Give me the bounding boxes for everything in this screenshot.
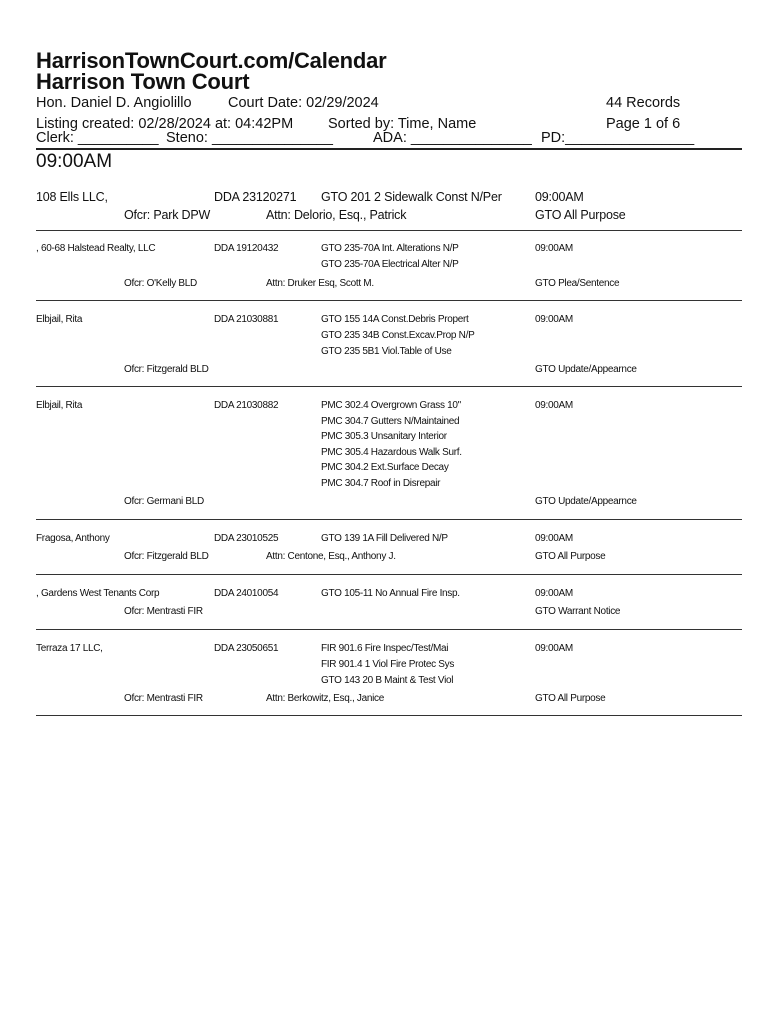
case-entry xyxy=(36,641,742,718)
docket-number: DDA 19120432 xyxy=(214,243,279,254)
hearing-purpose: GTO All Purpose xyxy=(535,551,606,562)
docket-number: DDA 23050651 xyxy=(214,643,279,654)
charge: PMC 305.4 Hazardous Walk Surf. xyxy=(321,446,462,458)
record-count: 44 Records xyxy=(606,95,681,111)
appearance-time: 09:00AM xyxy=(535,243,573,254)
docket-number: DDA 21030881 xyxy=(214,314,279,325)
defendant-name: Elbjail, Rita xyxy=(36,314,83,325)
judge-name: Hon. Daniel D. Angiolillo xyxy=(36,95,192,111)
charge: GTO 155 14A Const.Debris Propert xyxy=(321,314,469,325)
attorney: Attn: Delorio, Esq., Patrick xyxy=(266,208,407,222)
case-divider xyxy=(36,300,742,301)
case-entry xyxy=(36,531,742,577)
charge: GTO 235 34B Const.Excav.Prop N/P xyxy=(321,330,475,341)
charge: GTO 105-11 No Annual Fire Insp. xyxy=(321,588,460,599)
charge: GTO 235 5B1 Viol.Table of Use xyxy=(321,346,452,357)
case-divider xyxy=(36,629,742,630)
court-name-title: Harrison Town Court xyxy=(36,69,250,94)
charge: PMC 302.4 Overgrown Grass 10" xyxy=(321,400,461,411)
docket-number: DDA 23010525 xyxy=(214,533,279,544)
calendar-url-title: HarrisonTownCourt.com/Calendar xyxy=(36,48,387,73)
listing-created: Listing created: 02/28/2024 at: 04:42PM xyxy=(36,116,294,132)
header-divider xyxy=(36,148,742,150)
attorney: Attn: Berkowitz, Esq., Janice xyxy=(266,693,385,704)
defendant-name: Terraza 17 LLC, xyxy=(36,643,103,654)
page-number: Page 1 of 6 xyxy=(606,116,681,132)
officer: Ofcr: Mentrasti FIR xyxy=(124,606,203,617)
charge: PMC 304.2 Ext.Surface Decay xyxy=(321,462,449,473)
charge: GTO 235-70A Electrical Alter N/P xyxy=(321,259,459,270)
officer: Ofcr: Park DPW xyxy=(124,208,211,222)
steno-field: Steno: _______________ xyxy=(166,130,333,146)
case-entry xyxy=(36,312,742,388)
defendant-name: Fragosa, Anthony xyxy=(36,533,110,544)
section-time-heading: 09:00AM xyxy=(36,151,113,172)
charge: PMC 304.7 Roof in Disrepair xyxy=(321,477,441,489)
charge: GTO 201 2 Sidewalk Const N/Per xyxy=(321,190,502,204)
ada-field: ADA: _______________ xyxy=(373,130,532,146)
docket-number: DDA 21030882 xyxy=(214,400,279,411)
case-divider xyxy=(36,386,742,387)
case-entry xyxy=(36,586,742,632)
defendant-name: Elbjail, Rita xyxy=(36,400,83,411)
hearing-purpose: GTO Update/Appearnce xyxy=(535,364,637,375)
pd-field: PD:________________ xyxy=(541,130,695,146)
charge: GTO 235-70A Int. Alterations N/P xyxy=(321,243,459,254)
charge: FIR 901.4 1 Viol Fire Protec Sys xyxy=(321,659,455,670)
case-divider xyxy=(36,230,742,231)
appearance-time: 09:00AM xyxy=(535,533,573,544)
charge: PMC 305.3 Unsanitary Interior xyxy=(321,431,447,442)
defendant-name: , 60-68 Halstead Realty, LLC xyxy=(36,243,156,254)
officer: Ofcr: Fitzgerald BLD xyxy=(124,551,209,562)
appearance-time: 09:00AM xyxy=(535,643,573,654)
case-divider xyxy=(36,715,742,716)
appearance-time: 09:00AM xyxy=(535,190,584,204)
officer: Ofcr: Germani BLD xyxy=(124,496,204,507)
hearing-purpose: GTO Warrant Notice xyxy=(535,606,621,617)
hearing-purpose: GTO All Purpose xyxy=(535,208,626,222)
clerk-field: Clerk: __________ xyxy=(36,130,159,146)
defendant-name: 108 Ells LLC, xyxy=(36,190,108,204)
attorney: Attn: Druker Esq, Scott M. xyxy=(266,278,374,289)
charge: PMC 304.7 Gutters N/Maintained xyxy=(321,415,460,427)
case-entry xyxy=(36,188,742,232)
docket-number: DDA 23120271 xyxy=(214,190,297,204)
case-entry xyxy=(36,241,742,302)
hearing-purpose: GTO All Purpose xyxy=(535,693,606,704)
hearing-purpose: GTO Update/Appearnce xyxy=(535,496,637,507)
hearing-purpose: GTO Plea/Sentence xyxy=(535,278,620,289)
appearance-time: 09:00AM xyxy=(535,588,573,599)
appearance-time: 09:00AM xyxy=(535,314,573,325)
officer: Ofcr: O'Kelly BLD xyxy=(124,278,197,289)
case-entry xyxy=(36,398,742,521)
charge: GTO 139 1A Fill Delivered N/P xyxy=(321,533,448,544)
charge: GTO 143 20 B Maint & Test Viol xyxy=(321,675,454,686)
docket-number: DDA 24010054 xyxy=(214,588,279,599)
defendant-name: , Gardens West Tenants Corp xyxy=(36,588,160,599)
appearance-time: 09:00AM xyxy=(535,400,573,411)
officer: Ofcr: Mentrasti FIR xyxy=(124,693,203,704)
charge: FIR 901.6 Fire Inspec/Test/Mai xyxy=(321,643,449,654)
court-date: Court Date: 02/29/2024 xyxy=(228,95,379,111)
sort-order: Sorted by: Time, Name xyxy=(328,116,477,132)
officer: Ofcr: Fitzgerald BLD xyxy=(124,364,209,375)
attorney: Attn: Centone, Esq., Anthony J. xyxy=(266,551,396,562)
case-divider xyxy=(36,574,742,575)
case-divider xyxy=(36,519,742,520)
